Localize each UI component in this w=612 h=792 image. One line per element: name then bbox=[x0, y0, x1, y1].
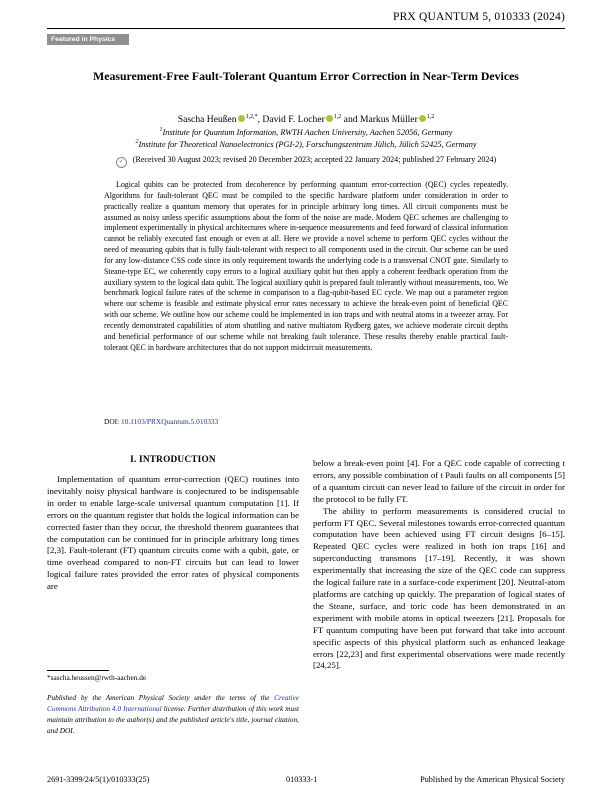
received-dates bbox=[50, 155, 562, 168]
author-list bbox=[60, 111, 552, 126]
intro-paragraph: Implementation of quantum error-correction (QEC) routines into inevitably noisy physical hardware is conjectured to be indispensable in order to enable large-scale universal quantum computation [1]. If errors on the quantum register that holds the logical information can be corrected faster than they occur, the threshold theorem guarantees that the computation can be continued for in principle arbitrary long times [2,3]. Fault-tolerant (FT) quantum circuits come with a qubit, gate, or time overhead compared to non-FT circuits but can lead to lower logical failure rates provided the error rates of physical components are bbox=[47, 474, 299, 592]
intro-paragraph: The ability to perform measurements is considered crucial to perform FT QEC. Several milestones towards error-corrected quantum computation have been achieved using FT circuit designs [6–15]. Repeated QEC cycles were realized in both ion traps [16] and superconducting transmons [17–19]. Recently, it was shown experimentally that increasing the size of the QEC code can suppress the logical failure rate in a surface-code experiment [20]. Neutral-atom platforms are catching up quickly. The preparation of logical states of the Steane, surface, and toric code has been demonstrated in an experiment with mobile atoms in optical tweezers [21]. Proposals for FT quantum computing have been put forward that take into account specific aspects of this physical platform such as enhanced leakage errors [22,23] and first experimental observations were made recently [24,25]. bbox=[313, 505, 565, 671]
doi-link[interactable]: 10.1103/PRXQuantum.5.010333 bbox=[121, 417, 219, 426]
received-text: (Received 30 August 2023; revised 20 December 2023; accepted 22 January 2024; published 27 February 2024) bbox=[132, 155, 497, 164]
intro-paragraph: below a break-even point [4]. For a QEC code capable of correcting t errors, any possible combination of t Pauli faults on all components [5] of a quantum circuit can never lead to failure of the circuit in order for the protocol to be fully FT. bbox=[313, 458, 565, 504]
author-name: Sascha Heußen bbox=[177, 114, 237, 125]
section-heading: I. INTRODUCTION bbox=[130, 455, 216, 465]
author-affil-sup: 1,2 bbox=[426, 114, 435, 120]
affiliation-text: Institute for Theoretical Nanoelectronics (PGI-2), Forschungszentrum Jülich, Jülich 52425, Germany bbox=[138, 140, 477, 149]
right-column bbox=[313, 458, 565, 672]
author-name: Markus Müller bbox=[359, 114, 418, 125]
author-affil-sup: 1,2 bbox=[333, 114, 342, 120]
footnote-rule bbox=[47, 670, 109, 671]
doi-label: DOI: bbox=[104, 417, 122, 426]
orcid-icon[interactable] bbox=[238, 115, 245, 122]
author-separator: , bbox=[257, 114, 263, 125]
abstract-text: Logical qubits can be protected from decoherence by performing quantum error-correction (QEC) cycles repeatedly. Algorithms for fault-tolerant QEC must be compiled to the specific hardware platform under consideration in order to practically realize a quantum memory that operates for in principle arbitrary long times. All circuit components must be assumed as noisy unless specific assumptions about the form of the noise are made. Modern QEC schemes are challenging to implement experimentally in physical architectures where in-sequence measurements and feed forward of classical information cannot be reliably executed fast enough or even at all. Here we provide a novel scheme to perform QEC cycles without the need of measuring qubits that is fully fault-tolerant with respect to all components used in the circuit. Our scheme can be used for any low-distance CSS code since its only requirement towards the underlying code is a transversal CNOT gate. Similarly to Steane-type EC, we coherently copy errors to a logical auxiliary qubit but then apply a coherent feedback operation from the auxiliary system to the logical data qubit. The logical auxiliary qubit is prepared fault tolerantly without measurements, too. We benchmark logical failure rates of the scheme in comparison to a flag-qubit-based EC cycle. We map out a parameter region where our scheme is feasible and estimate physical error rates necessary to achieve the break-even point of beneficial QEC with our scheme. We outline how our scheme could be implemented in ion traps and with neutral atoms in a tweezer array. For recently demonstrated capabilities of atom shuttling and native multiatom Rydberg gates, we achieve moderate circuit depths and beneficial performance of our scheme while not breaking fault tolerance. These results thereby enable practical fault-tolerant QEC in hardware architectures that do not support midcircuit measurements. bbox=[104, 180, 508, 352]
header-rule bbox=[47, 28, 565, 29]
affiliation-number: 1 bbox=[159, 127, 163, 133]
left-column bbox=[47, 474, 299, 593]
featured-tag: Featured in Physics bbox=[47, 34, 129, 45]
paper-title: Measurement-Free Fault-Tolerant Quantum Error Correction in Near-Term Devices bbox=[93, 69, 519, 83]
author-separator: and bbox=[341, 114, 360, 125]
license-link[interactable]: Creative Commons Attribution 4.0 International bbox=[47, 693, 299, 713]
abstract bbox=[104, 180, 508, 354]
license-note bbox=[47, 693, 299, 737]
running-head: PRX QUANTUM 5, 010333 (2024) bbox=[392, 11, 565, 23]
orcid-icon[interactable] bbox=[419, 115, 426, 122]
author-name: David F. Locher bbox=[262, 114, 325, 125]
license-text: license. Further distribution of this work must maintain attribution to the author(s) and the published article's title, journal citation, and DOI. bbox=[47, 703, 299, 735]
page-number: 010333-1 bbox=[286, 775, 318, 784]
license-text: Published by the American Physical Society under the terms of the bbox=[47, 693, 275, 702]
orcid-icon[interactable] bbox=[326, 115, 333, 122]
corresponding-email[interactable]: *sascha.heussen@rwth-aachen.de bbox=[47, 673, 147, 682]
affiliation-text: Institute for Quantum Information, RWTH Aachen University, Aachen 52056, Germany bbox=[162, 128, 453, 137]
affiliation bbox=[60, 137, 552, 150]
affiliation-number: 2 bbox=[135, 139, 139, 145]
footer-publisher: Published by the American Physical Society bbox=[420, 775, 565, 784]
doi-line bbox=[104, 417, 508, 427]
author-affil-sup: 1,2,* bbox=[245, 114, 258, 120]
footer-issn: 2691-3399/24/5(1)/010333(25) bbox=[47, 775, 150, 784]
check-for-updates-icon[interactable]: ✓ bbox=[116, 157, 127, 168]
